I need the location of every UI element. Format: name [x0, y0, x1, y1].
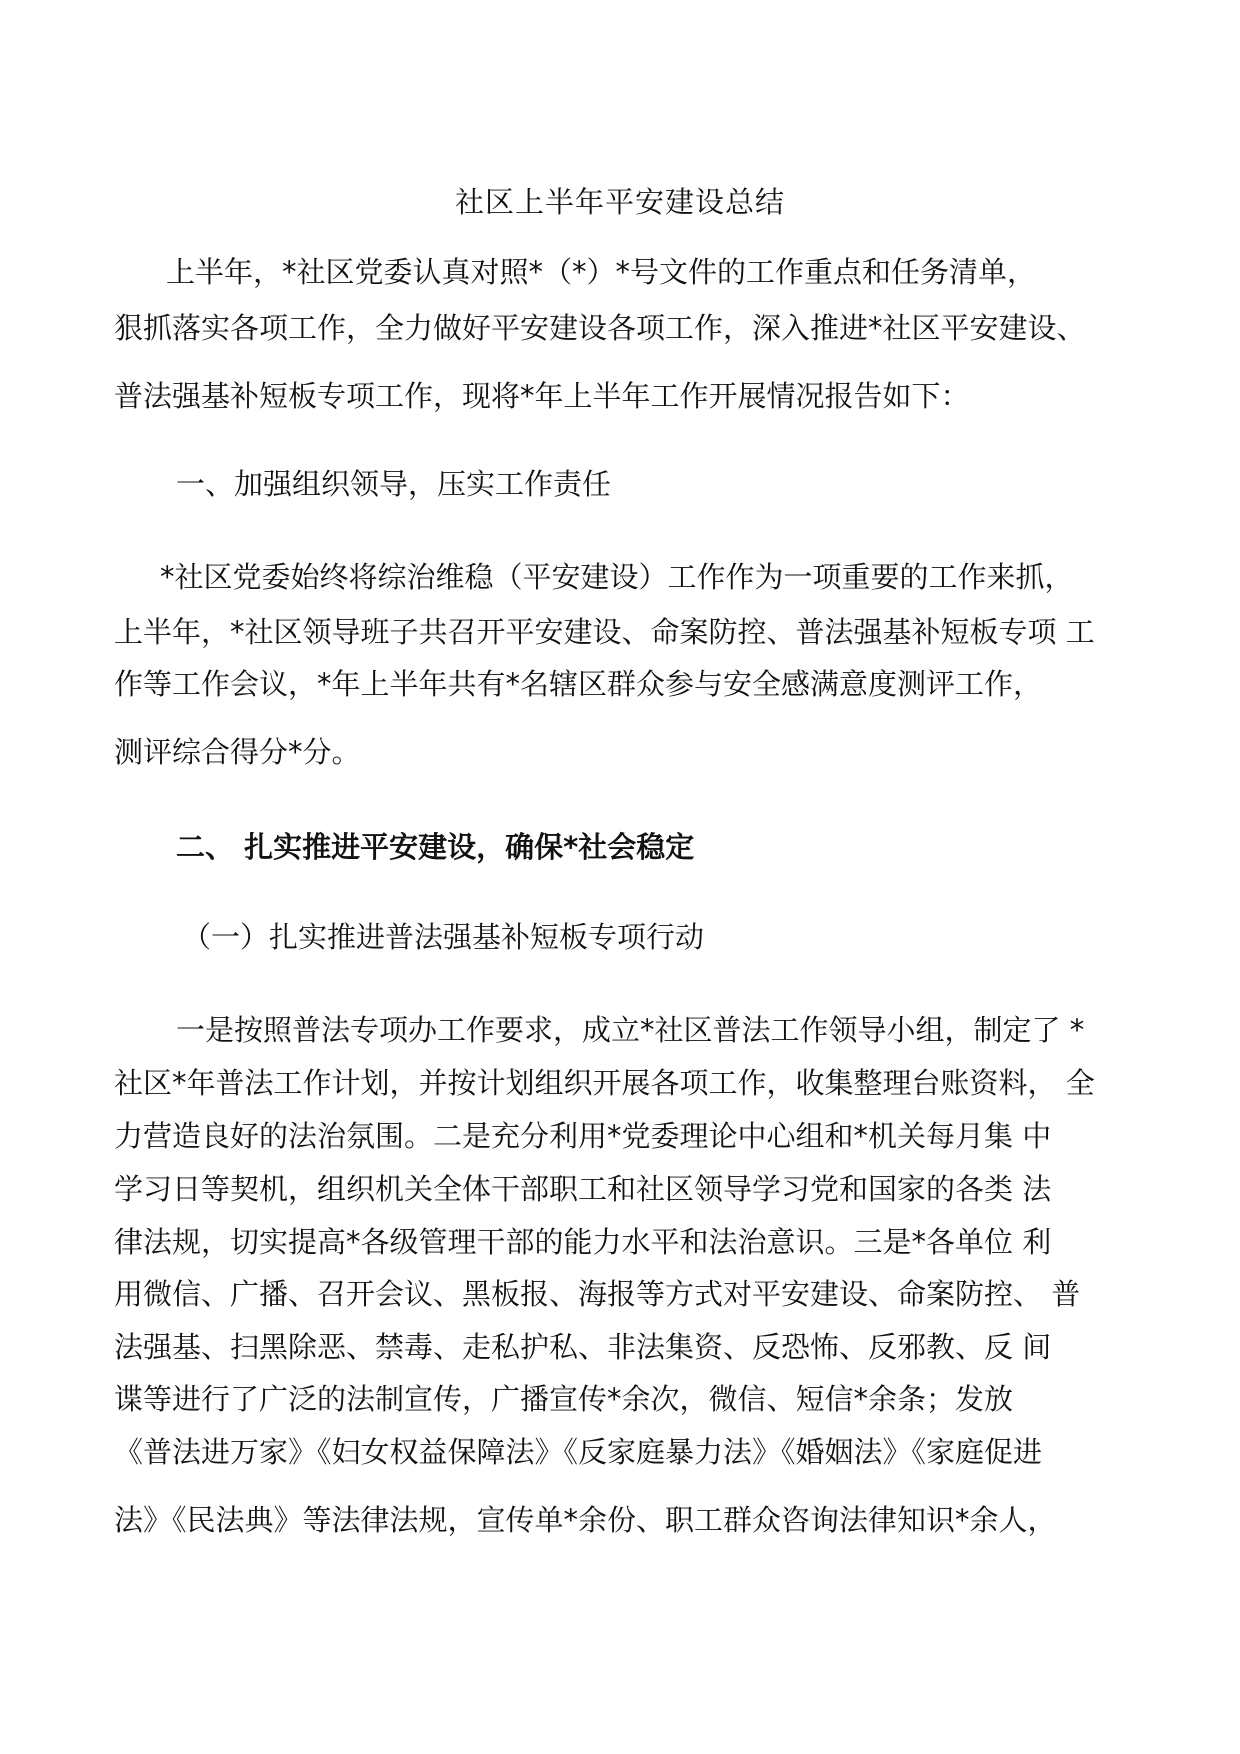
- section1-line-3: 作等工作会议，*年上半年共有*名辖区群众参与安全感满意度测评工作，: [114, 667, 1043, 701]
- section2-sub1-line-3: 力营造良好的法治氛围。二是充分利用*党委理论中心组和*机关每月集 中: [114, 1119, 1052, 1153]
- section2-sub1-line-4: 学习日等契机，组织机关全体干部职工和社区领导学习党和国家的各类 法: [114, 1172, 1052, 1206]
- section2-heading: 二、 扎实推进平安建设，确保*社会稳定: [176, 830, 695, 864]
- section2-sub1-line-2: 社区*年普法工作计划，并按计划组织开展各项工作，收集整理台账资料， 全: [114, 1066, 1095, 1100]
- section2-sub1-line-10: 法》《民法典》等法律法规，宣传单*余份、职工群众咨询法律知识*余人，: [114, 1503, 1057, 1537]
- section1-line-2: 上半年，*社区领导班子共召开平安建设、命案防控、普法强基补短板专项 工: [114, 615, 1095, 649]
- section2-sub1-line-9: 《普法进万家》《妇女权益保障法》《反家庭暴力法》《婚姻法》《家庭促进: [114, 1435, 1043, 1469]
- section2-sub1-line-8: 谍等进行了广泛的法制宣传，广播宣传*余次，微信、短信*余条；发放: [114, 1382, 1014, 1416]
- intro-line-2: 狠抓落实各项工作，全力做好平安建设各项工作，深入推进*社区平安建设、: [114, 311, 1086, 345]
- section2-sub1-line-7: 法强基、扫黑除恶、禁毒、走私护私、非法集资、反恐怖、反邪教、反 间: [114, 1330, 1052, 1364]
- section2-sub1-line-6: 用微信、广播、召开会议、黑板报、海报等方式对平安建设、命案防控、 普: [114, 1277, 1081, 1311]
- section1-heading: 一、加强组织领导，压实工作责任: [176, 467, 612, 501]
- section2-sub1-line-5: 律法规，切实提高*各级管理干部的能力水平和法治意识。三是*各单位 利: [114, 1225, 1052, 1259]
- section1-line-1: *社区党委始终将综治维稳（平安建设）工作作为一项重要的工作来抓，: [160, 560, 1074, 594]
- section2-sub1-line-1: 一是按照普法专项办工作要求，成立*社区普法工作领导小组，制定了 *: [176, 1013, 1085, 1047]
- section1-line-4: 测评综合得分*分。: [114, 735, 361, 769]
- intro-line-3: 普法强基补短板专项工作，现将*年上半年工作开展情况报告如下：: [114, 379, 970, 413]
- intro-line-1: 上半年，*社区党委认真对照*（*）*号文件的工作重点和任务清单，: [166, 255, 1037, 289]
- section2-sub1-heading: （一）扎实推进普法强基补短板专项行动: [182, 920, 705, 954]
- document-title: 社区上半年平安建设总结: [454, 185, 785, 219]
